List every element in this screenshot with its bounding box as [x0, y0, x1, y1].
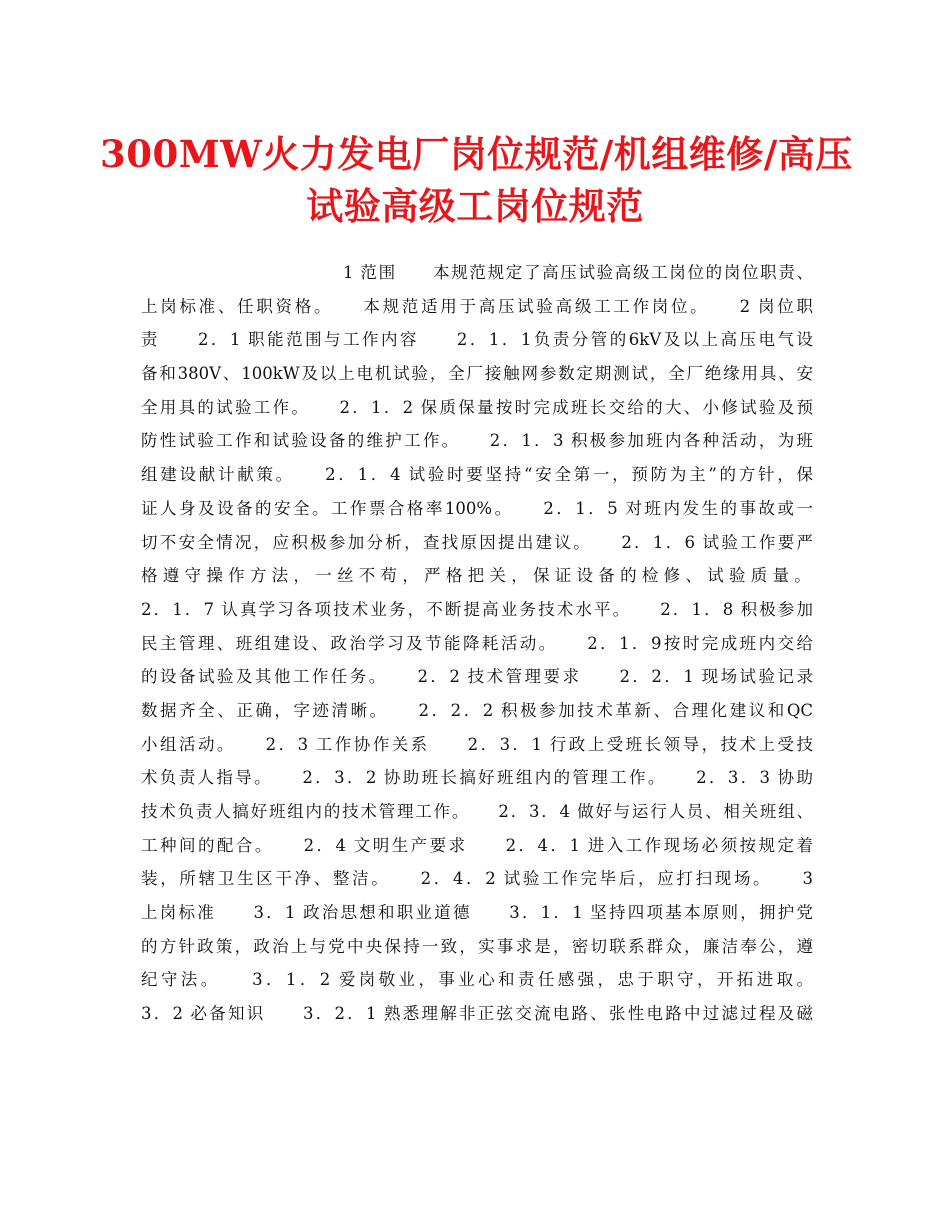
document-title — [100, 128, 853, 232]
body-line: 备和380V、100kW及以上电机试验，全厂接触网参数定期测试，全厂绝缘用具、安 — [141, 364, 813, 384]
document-body — [141, 256, 813, 1031]
body-line: 上岗标准、任职资格。 本规范适用于高压试验高级工工作岗位。 2 岗位职 — [141, 296, 813, 316]
title-line-2: 试验高级工岗位规范 — [306, 184, 644, 228]
body-line: 纪守法。 3．1．2 爱岗敬业，事业心和责任感强，忠于职守，开拓进取。 — [141, 970, 813, 990]
body-line: 民主管理、班组建设、政治学习及节能降耗活动。 2．1．9按时完成班内交给 — [141, 633, 813, 653]
body-line: 切不安全情况，应积极参加分析，查找原因提出建议。 2．1．6 试验工作要严 — [141, 532, 813, 552]
body-line: 2．1．7 认真学习各项技术业务，不断提高业务技术水平。 2．1．8 积极参加 — [141, 599, 813, 619]
body-line: 3．2 必备知识 3．2．1 熟悉理解非正弦交流电路、张性电路中过滤过程及磁 — [141, 1004, 813, 1024]
body-line: 组建设献计献策。 2．1．4 试验时要坚持“安全第一，预防为主”的方针，保 — [141, 465, 813, 485]
body-line: 的方针政策，政治上与党中央保持一致，实事求是，密切联系群众，廉洁奉公，遵 — [141, 936, 813, 956]
body-line: 全用具的试验工作。 2．1．2 保质保量按时完成班长交给的大、小修试验及预 — [141, 397, 813, 417]
body-line: 上岗标准 3．1 政治思想和职业道德 3．1．1 坚持四项基本原则，拥护党 — [141, 903, 813, 923]
body-line: 小组活动。 2．3 工作协作关系 2．3．1 行政上受班长领导，技术上受技 — [141, 734, 813, 754]
body-line: 装，所辖卫生区干净、整洁。 2．4．2 试验工作完毕后，应打扫现场。 3 — [141, 869, 813, 889]
body-line: 的设备试验及其他工作任务。 2．2 技术管理要求 2．2．1 现场试验记录 — [141, 667, 813, 687]
body-line: 证人身及设备的安全。工作票合格率100%。 2．1．5 对班内发生的事故或一 — [141, 498, 813, 518]
body-line: 防性试验工作和试验设备的维护工作。 2．1．3 积极参加班内各种活动，为班 — [141, 431, 813, 451]
body-line: 工种间的配合。 2．4 文明生产要求 2．4．1 进入工作现场必须按规定着 — [141, 835, 813, 855]
title-line-1: 300MW火力发电厂岗位规范/机组维修/高压 — [100, 132, 853, 176]
body-line: 技术负责人搞好班组内的技术管理工作。 2．3．4 做好与运行人员、相关班组、 — [141, 802, 813, 821]
body-line: 责 2．1 职能范围与工作内容 2．1．1负责分管的6kV及以上高压电气设 — [141, 330, 813, 350]
body-line: 1 范围 本规范规定了高压试验高级工岗位的岗位职责、 — [343, 263, 813, 282]
body-line: 术负责人指导。 2．3．2 协助班长搞好班组内的管理工作。 2．3．3 协助 — [141, 768, 813, 788]
body-line: 数据齐全、正确，字迹清晰。 2．2．2 积极参加技术革新、合理化建议和QC — [141, 700, 813, 720]
body-line: 格遵守操作方法，一丝不苟，严格把关，保证设备的检修、试验质量。 — [141, 566, 813, 586]
